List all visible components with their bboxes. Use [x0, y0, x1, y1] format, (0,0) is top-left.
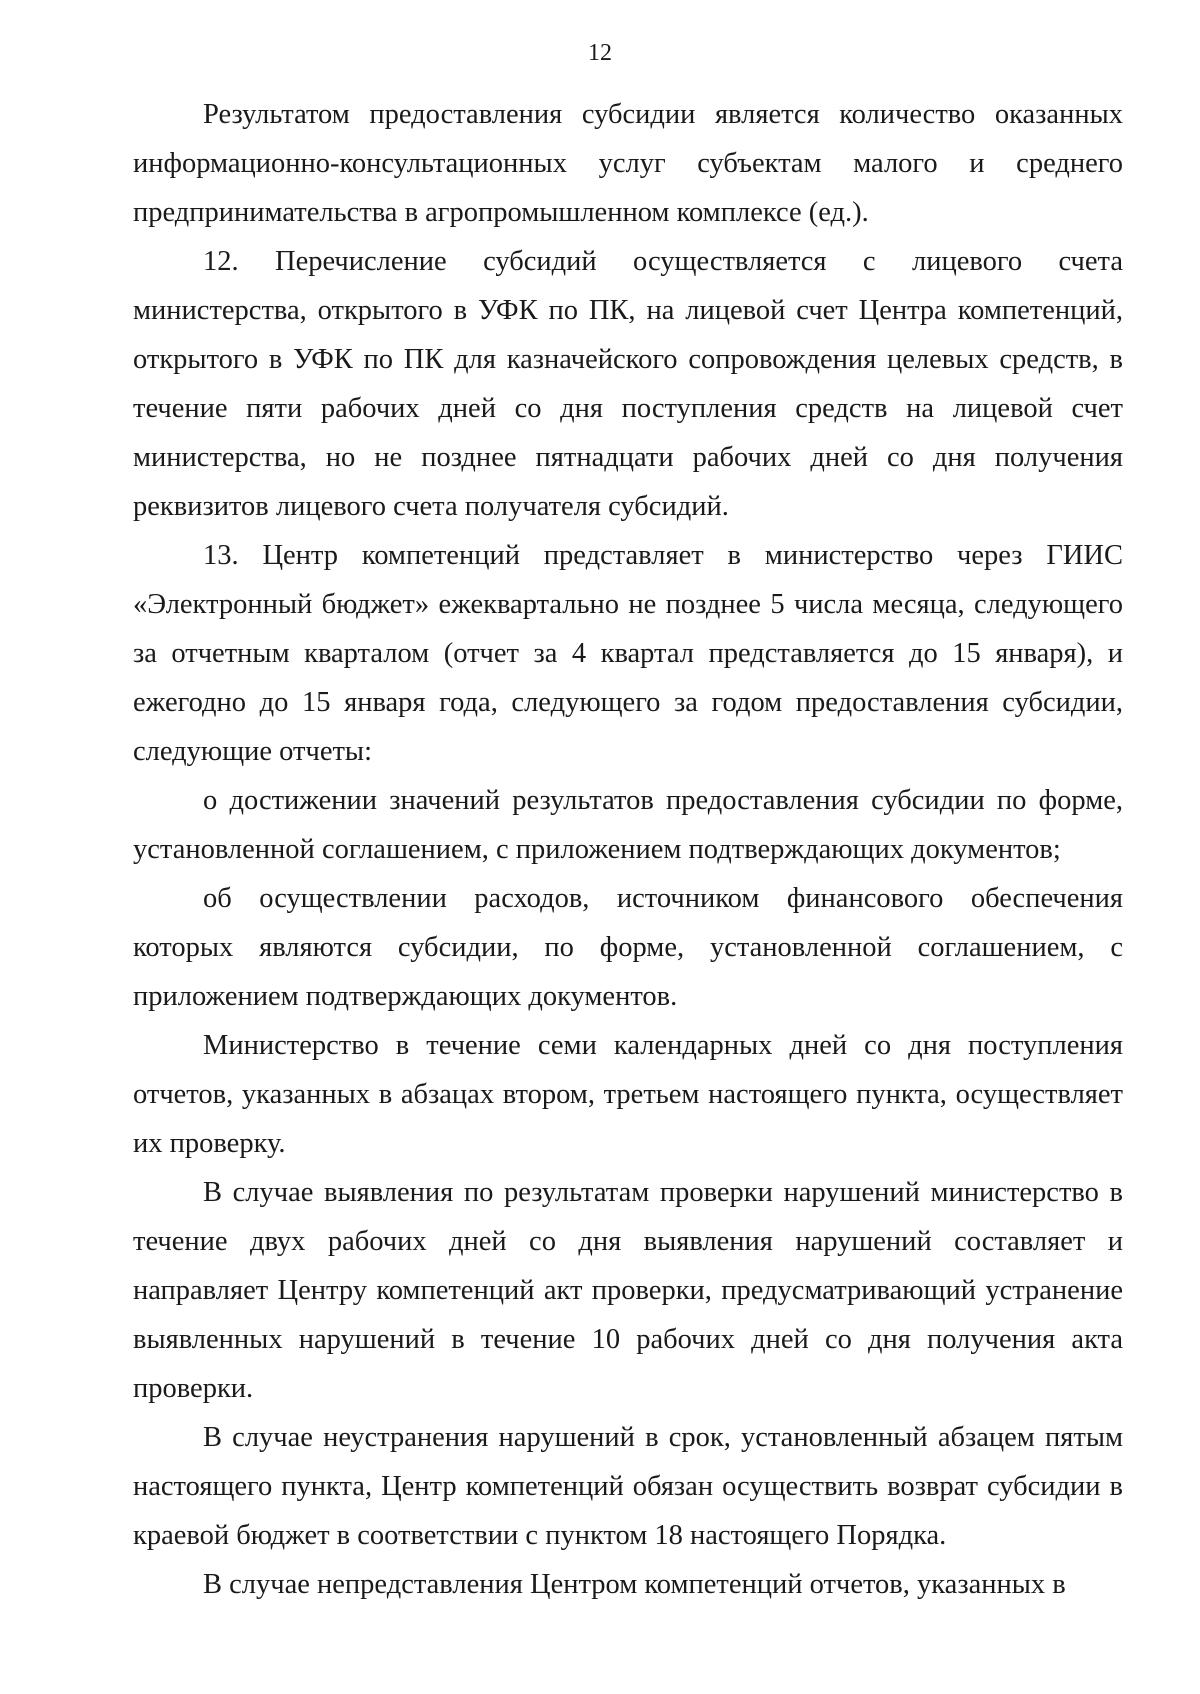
paragraph-item-12: 12. Перечисление субсидий осуществляется с лицевого счета министерства, открытого в УФК по ПК, на лицевой счет Центра компетенций, открытого в УФК по ПК для казначейского сопровождения целевых средств, в течение пяти рабочих дней со дня поступления средств на лицевой счет министерства, но не позднее пятнадцати рабочих дней со дня получения реквизитов лицевого счета получателя субсидий. — [133, 246, 1123, 522]
paragraph-report-expenses: об осуществлении расходов, источником финансового обеспечения которых являются субсидии, по форме, установленной соглашением, с приложением подтверждающих документов. — [133, 883, 1123, 1012]
paragraph-violations: В случае выявления по результатам проверки нарушений министерство в течение двух рабочих дней со дня выявления нарушений составляет и направляет Центру компетенций акт проверки, предусматривающий устранение выявленных нарушений в течение 10 рабочих дней со дня получения акта проверки. — [133, 1177, 1123, 1404]
paragraph-result: Результатом предоставления субсидии является количество оказанных информационно-консультационных услуг субъектам малого и среднего предпринимательства в агропромышленном комплексе (ед.). — [133, 99, 1123, 228]
paragraph-ministry-check: Министерство в течение семи календарных дней со дня поступления отчетов, указанных в абзацах втором, третьем настоящего пункта, осуществляет их проверку. — [133, 1030, 1123, 1159]
paragraph-non-submission: В случае непредставления Центром компетенций отчетов, указанных в — [203, 1569, 1066, 1600]
page-number: 12 — [588, 40, 612, 66]
paragraph-refund: В случае неустранения нарушений в срок, установленный абзацем пятым настоящего пункта, Центр компетенций обязан осуществить возврат субсидии в краевой бюджет в соответствии с пунктом 18 настоящего Порядка. — [133, 1422, 1123, 1551]
paragraph-report-results: о достижении значений результатов предоставления субсидии по форме, установленной соглашением, с приложением подтверждающих документов; — [133, 785, 1123, 865]
paragraph-item-13: 13. Центр компетенций представляет в министерство через ГИИС «Электронный бюджет» ежеквартально не позднее 5 числа месяца, следующего за отчетным кварталом (отчет за 4 квартал представляется до 15 января), и ежегодно до 15 января года, следующего за годом предоставления субсидии, следующие отчеты: — [133, 540, 1123, 767]
document-body — [133, 90, 1123, 1609]
